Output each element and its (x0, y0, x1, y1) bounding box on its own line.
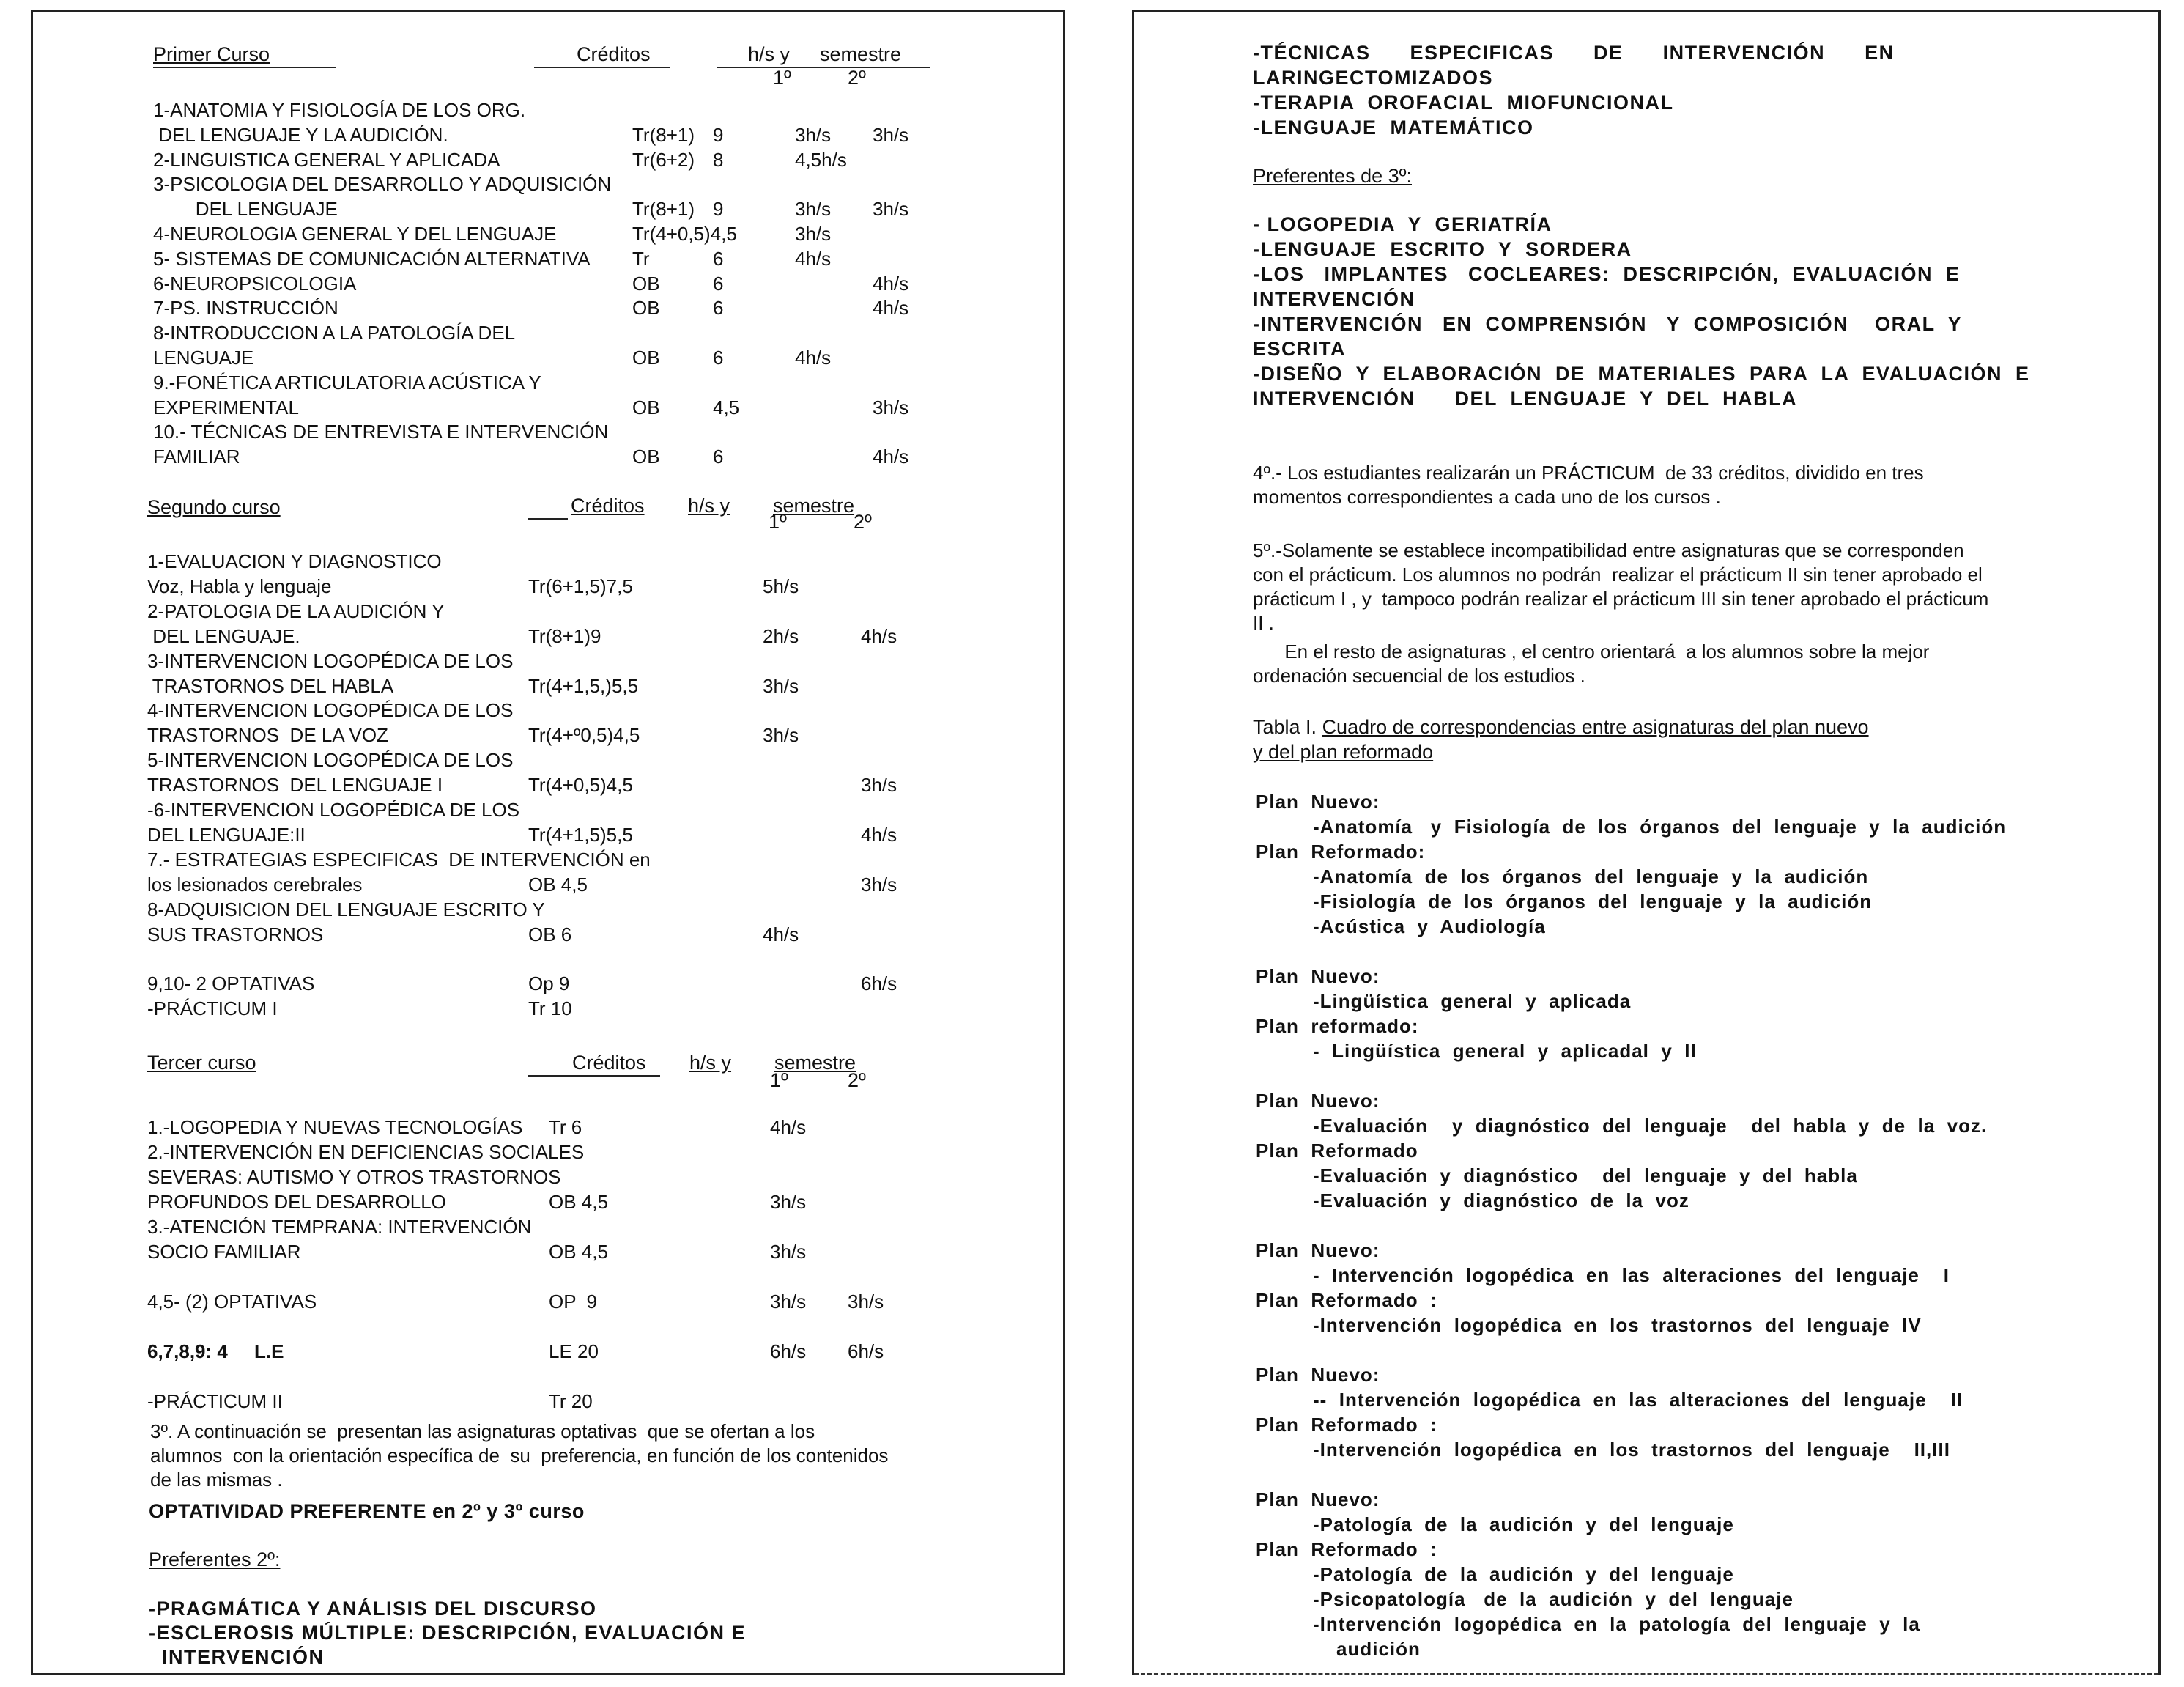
cell-subject: DEL LENGUAJE:II (147, 823, 306, 846)
right-page (1132, 10, 2161, 1675)
cell-subject: 3.-ATENCIÓN TEMPRANA: INTERVENCIÓN (147, 1216, 532, 1238)
primer-semestre-header: semestre (820, 43, 902, 65)
text-line: -ESCLEROSIS MÚLTIPLE: DESCRIPCIÓN, EVALUACIÓN E (149, 1622, 747, 1644)
cell-sem1: 4h/s (770, 1116, 807, 1138)
cell-subject: 2.-INTERVENCIÓN EN DEFICIENCIAS SOCIALES (147, 1141, 585, 1163)
subject-line: -Intervención logopédica en la patología del lenguaje y la (1313, 1613, 1920, 1635)
tercer-s2-header: 2º (848, 1069, 866, 1091)
table-row (33, 625, 1063, 650)
cell-subject: PROFUNDOS DEL DESARROLLO (147, 1191, 446, 1213)
cell-subject: 8-INTRODUCCION A LA PATOLOGÍA DEL (153, 322, 516, 344)
segundo-semestre-header: semestre (773, 495, 855, 517)
table-row (33, 948, 1063, 972)
primer-creditos-rule (534, 67, 670, 68)
cell-subject: SUS TRASTORNOS (147, 923, 324, 945)
plan-label: Plan Nuevo: (1256, 1364, 1380, 1386)
text-line: En el resto de asignaturas , el centro orientará a los alumnos sobre la mejor (1253, 641, 1930, 662)
text-line: ordenación secuencial de los estudios . (1253, 665, 1585, 687)
table-row (33, 675, 1063, 700)
table-row (33, 1340, 1063, 1365)
cell-subject: 3-PSICOLOGIA DEL DESARROLLO Y ADQUISICIÓN (153, 173, 612, 196)
subject-line: -Patología de la audición y del lenguaje (1313, 1513, 1734, 1535)
subject-line: - Lingüística general y aplicadaI y II (1313, 1040, 1697, 1062)
cell-credits: Tr(4+1,5)5,5 (528, 823, 633, 846)
table-row (33, 396, 1063, 421)
tercer-creditos-rule (528, 1075, 660, 1077)
correspondence-block (1256, 1487, 2006, 1661)
paragraph-5 (1253, 539, 1988, 635)
text-line: alumnos con la orientación específica de su preferencia, en función de los contenidos (150, 1444, 889, 1466)
table-row (33, 650, 1063, 675)
top-optativas-list (1253, 40, 1895, 140)
table-row (33, 774, 1063, 799)
cell-sem1: 3h/s (770, 1241, 807, 1263)
text-line: II . (1253, 612, 1274, 634)
cell-subject: 10.- TÉCNICAS DE ENTREVISTA E INTERVENCIÓN (153, 421, 609, 443)
table-row (33, 297, 1063, 322)
table-row (33, 322, 1063, 347)
cell-subject: DEL LENGUAJE Y LA AUDICIÓN. (153, 123, 448, 146)
cell-type: OB (632, 297, 660, 320)
table-row (33, 898, 1063, 923)
cell-sem2: 3h/s (861, 873, 897, 896)
cell-sem1: 3h/s (763, 674, 799, 697)
text-line: 4º.- Los estudiantes realizarán un PRÁCTICUM de 33 créditos, dividido en tres (1253, 462, 1924, 484)
text-line: -LOS IMPLANTES COCLEARES: DESCRIPCIÓN, EVALUACIÓN E (1253, 263, 1961, 285)
segundo-hs-header: h/s y (688, 495, 730, 517)
plan-label: Plan Reformado: (1256, 841, 1426, 863)
table-row (33, 699, 1063, 724)
table-row (33, 124, 1063, 149)
cell-credits: LE 20 (549, 1340, 599, 1362)
text-line: -INTERVENCIÓN EN COMPRENSIÓN Y COMPOSICIÓN ORAL Y (1253, 313, 1963, 335)
text-line: -TÉCNICAS ESPECIFICAS DE INTERVENCIÓN EN (1253, 42, 1895, 64)
cell-sem1: 2h/s (763, 624, 799, 647)
correspondence-block (1256, 1088, 2006, 1213)
cell-type: OB (632, 396, 660, 418)
cell-subject: 1-ANATOMIA Y FISIOLOGÍA DE LOS ORG. (153, 99, 526, 121)
paragraph-3 (150, 1420, 888, 1492)
cell-credits: Tr 10 (528, 997, 572, 1020)
subject-line: -Intervención logopédica en los trastornos del lenguaje IV (1313, 1314, 1922, 1336)
tercer-semestre-header: semestre (774, 1052, 856, 1074)
cell-sem2: 3h/s (873, 123, 909, 146)
subject-line: -Lingüística general y aplicada (1313, 990, 1632, 1012)
table-row (33, 1191, 1063, 1216)
cell-sem2: 3h/s (873, 198, 909, 221)
cell-subject: 9,10- 2 OPTATIVAS (147, 972, 315, 995)
text-line: con el prácticum. Los alumnos no podrán realizar el prácticum II sin tener aprobado el (1253, 564, 1983, 586)
table-row (33, 799, 1063, 824)
cell-subject: TRASTORNOS DE LA VOZ (147, 724, 388, 747)
cell-sem1: 6h/s (770, 1340, 807, 1362)
cell-subject: 4,5- (2) OPTATIVAS (147, 1291, 317, 1313)
segundo-s2-header: 2º (854, 511, 872, 533)
correspondence-block (1256, 964, 2006, 1063)
text-line: LARINGECTOMIZADOS (1253, 67, 1493, 89)
cell-type: OB (632, 272, 660, 295)
cell-subject: DEL LENGUAJE. (147, 624, 300, 647)
cell-sem2: 4h/s (873, 272, 909, 295)
cell-credits: Tr 6 (549, 1116, 582, 1138)
subject-line: - Intervención logopédica en las alteraciones del lenguaje I (1313, 1264, 1950, 1286)
cell-type: Tr(6+2) (632, 148, 695, 171)
plan-label: Plan Nuevo: (1256, 1488, 1380, 1510)
cell-credits: 9 (713, 123, 724, 146)
text-line: INTERVENCIÓN DEL LENGUAJE Y DEL HABLA (1253, 388, 1798, 410)
paragraph-6 (1253, 640, 1929, 688)
plan-label: Plan Nuevo: (1256, 1239, 1380, 1261)
cell-type: Tr (632, 247, 650, 270)
table-row (33, 874, 1063, 898)
cell-sem2: 4h/s (861, 624, 897, 647)
cell-subject: -6-INTERVENCION LOGOPÉDICA DE LOS (147, 799, 520, 821)
subject-line: -Psicopatología de la audición y del lenguaje (1313, 1588, 1794, 1610)
text-line: 3º. A continuación se presentan las asignaturas optativas que se ofertan a los (150, 1420, 815, 1442)
tercer-hs-header: h/s y (689, 1052, 732, 1074)
cell-credits: Tr(8+1)9 (528, 624, 601, 647)
cell-subject: 3-INTERVENCION LOGOPÉDICA DE LOS (147, 649, 514, 672)
cell-credits: OB 4,5 (549, 1241, 608, 1263)
cell-sem2: 6h/s (848, 1340, 884, 1362)
text-line: -DISEÑO Y ELABORACIÓN DE MATERIALES PARA LA EVALUACIÓN E (1253, 363, 2030, 385)
plan-label: Plan Reformado : (1256, 1289, 1437, 1311)
table-row (33, 1365, 1063, 1390)
primer-s2-header: 2º (848, 67, 866, 89)
table-row (33, 997, 1063, 1022)
table-row (33, 248, 1063, 273)
tabla-title-line1: Cuadro de correspondencias entre asignaturas del plan nuevo (1322, 716, 1869, 738)
table-row (33, 421, 1063, 446)
cell-credits: 6 (713, 347, 724, 369)
cell-subject: 7-PS. INSTRUCCIÓN (153, 297, 338, 320)
cell-credits: 6 (713, 272, 724, 295)
subject-line: audición (1336, 1638, 1421, 1660)
subject-line: -Evaluación y diagnóstico de la voz (1313, 1189, 1689, 1211)
subject-line: -Intervención logopédica en los trastornos del lenguaje II,III (1313, 1439, 1950, 1461)
cell-type: OB (632, 347, 660, 369)
cell-sem1: 4h/s (795, 347, 832, 369)
preferentes-3-title: Preferentes de 3º: (1253, 165, 1412, 187)
tercer-creditos-header: Créditos (572, 1052, 646, 1074)
plan-label: Plan Nuevo: (1256, 791, 1380, 813)
cell-subject: 8-ADQUISICION DEL LENGUAJE ESCRITO Y (147, 898, 545, 920)
primer-s1-header: 1º (773, 67, 791, 89)
cell-subject: FAMILIAR (153, 446, 240, 468)
cell-sem1: 4,5h/s (795, 148, 847, 171)
correspondence-table (1256, 789, 2006, 1675)
table-row (33, 749, 1063, 774)
tercer-curso-title: Tercer curso (147, 1052, 256, 1074)
cell-credits: Tr(4+0,5)4,5 (528, 774, 633, 797)
subject-line: -Acústica y Audiología (1313, 915, 1546, 937)
cell-sem2: 4h/s (861, 823, 897, 846)
cell-credits: Tr(4+º0,5)4,5 (528, 724, 640, 747)
tercer-s1-header: 1º (770, 1069, 788, 1091)
subject-line: -Fisiología de los órganos del lenguaje y la audición (1313, 890, 1873, 912)
cell-credits: Tr(4+1,5,)5,5 (528, 674, 639, 697)
cell-subject: 6,7,8,9: 4 L.E (147, 1340, 284, 1362)
text-line: de las mismas . (150, 1469, 283, 1491)
text-line: - LOGOPEDIA Y GERIATRÍA (1253, 213, 1552, 235)
cell-sem2: 3h/s (848, 1291, 884, 1313)
table-row (33, 1315, 1063, 1340)
text-line: -TERAPIA OROFACIAL MIOFUNCIONAL (1253, 92, 1674, 114)
cell-subject: -PRÁCTICUM II (147, 1390, 283, 1412)
cell-subject: 2-PATOLOGIA DE LA AUDICIÓN Y (147, 599, 445, 622)
cell-credits: 6 (713, 247, 724, 270)
table-row (33, 1266, 1063, 1291)
table-row (33, 1166, 1063, 1191)
cell-subject: Voz, Habla y lenguaje (147, 575, 332, 597)
table-row (33, 600, 1063, 625)
correspondence-block (1256, 1238, 2006, 1337)
correspondence-block (1256, 1362, 2006, 1462)
table-row (33, 1291, 1063, 1315)
tabla-title-line2: y del plan reformado (1253, 741, 1434, 763)
plan-label: Plan Reformado (1256, 1140, 1418, 1162)
correspondence-block (1256, 789, 2006, 939)
table-row (33, 446, 1063, 470)
table-row (33, 273, 1063, 298)
segundo-creditos-header: Créditos (571, 495, 645, 517)
primer-creditos-header: Créditos (577, 43, 651, 65)
text-line: -LENGUAJE MATEMÁTICO (1253, 117, 1534, 139)
plan-label: Plan Reformado : (1256, 1414, 1437, 1436)
cell-credits: Op 9 (528, 972, 570, 995)
preferentes-2-list (149, 1597, 746, 1669)
cell-subject: TRASTORNOS DEL LENGUAJE I (147, 774, 443, 797)
preferentes-2-title: Preferentes 2º: (149, 1548, 281, 1570)
cell-sem1: 3h/s (795, 123, 832, 146)
cell-sem1: 3h/s (770, 1191, 807, 1213)
table-row (33, 849, 1063, 874)
cell-subject: 2-LINGUISTICA GENERAL Y APLICADA (153, 148, 500, 171)
text-line: INTERVENCIÓN (149, 1646, 325, 1668)
table-row (33, 198, 1063, 223)
cell-sem1: 5h/s (763, 575, 799, 597)
cell-subject: 4-NEUROLOGIA GENERAL Y DEL LENGUAJE (153, 223, 557, 245)
text-line: -LENGUAJE ESCRITO Y SORDERA (1253, 238, 1632, 260)
cell-subject: 5- SISTEMAS DE COMUNICACIÓN ALTERNATIVA (153, 247, 591, 270)
cell-credits: OB 6 (528, 923, 572, 945)
table-row (33, 972, 1063, 997)
subject-line: -Patología de la audición y del lenguaje (1313, 1563, 1734, 1585)
plan-label: Plan Nuevo: (1256, 1090, 1380, 1112)
left-page (31, 10, 1065, 1675)
table-row (33, 1241, 1063, 1266)
cell-subject: SEVERAS: AUTISMO Y OTROS TRASTORNOS (147, 1166, 561, 1188)
text-line: -PRAGMÁTICA Y ANÁLISIS DEL DISCURSO (149, 1598, 597, 1620)
text-line: momentos correspondientes a cada uno de los cursos . (1253, 486, 1721, 508)
cell-subject: -PRÁCTICUM I (147, 997, 278, 1020)
cell-credits: 6 (713, 446, 724, 468)
plan-label: Plan Nuevo: (1256, 965, 1380, 987)
text-line: prácticum I , y tampoco podrán realizar el prácticum III sin tener aprobado el prácticum (1253, 588, 1989, 610)
cell-sem1: 3h/s (763, 724, 799, 747)
text-line: ESCRITA (1253, 338, 1347, 360)
table-row (33, 824, 1063, 849)
cell-subject: 9.-FONÉTICA ARTICULATORIA ACÚSTICA Y (153, 371, 541, 394)
cell-credits: OB 4,5 (528, 873, 588, 896)
table-row (33, 1216, 1063, 1241)
cell-type: OB (632, 446, 660, 468)
table-row (33, 372, 1063, 396)
cell-sem1: 4h/s (795, 247, 832, 270)
cell-subject: los lesionados cerebrales (147, 873, 363, 896)
cell-sem1: 4h/s (763, 923, 799, 945)
primer-semestre-rule (717, 67, 930, 68)
cell-subject: 4-INTERVENCION LOGOPÉDICA DE LOS (147, 699, 514, 722)
cell-subject: 5-INTERVENCION LOGOPÉDICA DE LOS (147, 749, 514, 772)
table-row (33, 575, 1063, 600)
table-row (33, 347, 1063, 372)
table-row (33, 149, 1063, 174)
plan-label: Plan Reformado : (1256, 1538, 1437, 1560)
cell-credits: Tr(6+1,5)7,5 (528, 575, 633, 597)
cell-sem2: 3h/s (873, 396, 909, 418)
primer-curso-title: Primer Curso (153, 43, 270, 65)
text-line: 5º.-Solamente se establece incompatibilidad entre asignaturas que se corresponden (1253, 539, 1964, 561)
cell-sem2: 6h/s (861, 972, 897, 995)
table-row (33, 1390, 1063, 1415)
cell-subject: LENGUAJE (153, 347, 254, 369)
subject-line: -Anatomía de los órganos del lenguaje y la audición (1313, 865, 1869, 887)
primer-hs-header: h/s y (748, 43, 791, 65)
cell-sem2: 4h/s (873, 446, 909, 468)
cell-sem2: 3h/s (861, 774, 897, 797)
cell-credits: 9 (713, 198, 724, 221)
cell-subject: SOCIO FAMILIAR (147, 1241, 301, 1263)
cell-subject: TRASTORNOS DEL HABLA (147, 674, 394, 697)
optatividad-heading: OPTATIVIDAD PREFERENTE en 2º y 3º curso (149, 1500, 585, 1522)
cell-subject: 6-NEUROPSICOLOGIA (153, 272, 357, 295)
table-row (33, 99, 1063, 124)
table-row (33, 1141, 1063, 1166)
cell-credits: 4,5 (713, 396, 740, 418)
table-row (33, 1116, 1063, 1141)
cell-sem1: 3h/s (795, 223, 832, 245)
primer-title-rule (153, 67, 336, 68)
table-row (33, 724, 1063, 749)
cell-credits: Tr 20 (549, 1390, 593, 1412)
cell-type: Tr(4+0,5)4,5 (632, 223, 737, 245)
table-row (33, 550, 1063, 575)
segundo-creditos-rule (528, 518, 568, 520)
cell-subject: EXPERIMENTAL (153, 396, 299, 418)
tabla-label: Tabla I. (1253, 716, 1322, 738)
cell-sem2: 4h/s (873, 297, 909, 320)
table-row (33, 173, 1063, 198)
cell-credits: OP 9 (549, 1291, 598, 1313)
cell-type: Tr(8+1) (632, 123, 695, 146)
subject-line: -Anatomía y Fisiología de los órganos del lenguaje y la audición (1313, 816, 2007, 838)
subject-line: -Evaluación y diagnóstico del lenguaje y del habla (1313, 1164, 1858, 1186)
cell-type: Tr(8+1) (632, 198, 695, 221)
cell-credits: 8 (713, 148, 724, 171)
cell-subject: DEL LENGUAJE (153, 198, 338, 221)
table-row (33, 223, 1063, 248)
cell-credits: 6 (713, 297, 724, 320)
subject-line: -Evaluación y diagnóstico del lenguaje del habla y de la voz. (1313, 1115, 1988, 1137)
segundo-s1-header: 1º (769, 511, 787, 533)
cell-sem1: 3h/s (770, 1291, 807, 1313)
cell-subject: 7.- ESTRATEGIAS ESPECIFICAS DE INTERVENCIÓN en (147, 848, 651, 871)
preferentes-3-list (1253, 212, 2030, 411)
paragraph-4 (1253, 461, 1924, 509)
cell-sem1: 3h/s (795, 198, 832, 221)
text-line: INTERVENCIÓN (1253, 288, 1415, 310)
cell-credits: OB 4,5 (549, 1191, 608, 1213)
segundo-curso-title: Segundo curso (147, 496, 281, 518)
table-row (33, 923, 1063, 948)
cell-subject: 1-EVALUACION Y DIAGNOSTICO (147, 550, 442, 572)
tabla-caption (1253, 715, 1869, 764)
cell-subject: 1.-LOGOPEDIA Y NUEVAS TECNOLOGÍAS (147, 1116, 523, 1138)
subject-line: -- Intervención logopédica en las alteraciones del lenguaje II (1313, 1389, 1963, 1411)
plan-label: Plan reformado: (1256, 1015, 1419, 1037)
